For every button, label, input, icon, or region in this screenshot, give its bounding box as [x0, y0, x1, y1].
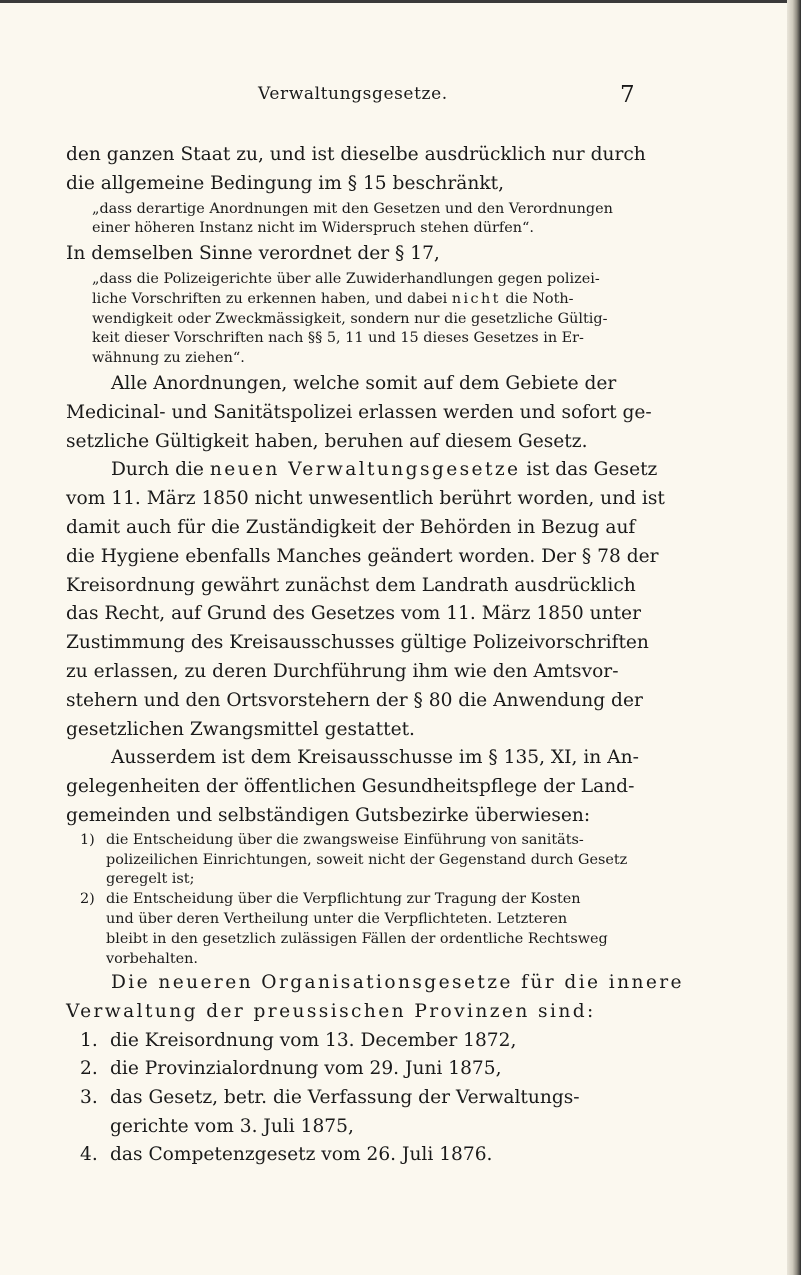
list-text: das Competenzgesetz vom 26. Juli 1876. — [110, 1144, 493, 1166]
list-line: geregelt ist; — [106, 871, 195, 888]
text-line-spaced: Die neueren Organisationsgesetze für die innere — [111, 972, 684, 994]
text-line: gesetzlichen Zwangsmittel gestattet. — [66, 718, 415, 740]
page-body — [66, 141, 766, 1170]
page-number: 7 — [620, 82, 635, 108]
quote-line: „dass derartige Anordnungen mit den Gesetzen und den Verordnungen — [92, 200, 613, 217]
list-item — [80, 1027, 766, 1056]
quote-line: wendigkeit oder Zweckmässigkeit, sondern nur die gesetzliche Gültig- — [92, 310, 608, 327]
text-line: die Hygiene ebenfalls Manches geändert worden. Der § 78 der — [66, 545, 659, 567]
list-text: die Provinzialordnung vom 29. Juni 1875, — [110, 1058, 502, 1080]
list-number: 1) — [80, 831, 95, 848]
emphasis-spaced: neuen Verwaltungsgesetze — [209, 459, 521, 481]
text-line: Zustimmung des Kreisausschusses gültige Polizeivorschriften — [66, 632, 649, 654]
page-right-edge — [787, 0, 801, 1275]
text-line: vom 11. März 1850 nicht unwesentlich berührt worden, und ist — [66, 488, 665, 510]
quotation-2 — [92, 270, 766, 369]
list-text: die Entscheidung über die zwangsweise Einführung von sanitäts- — [106, 831, 584, 848]
quote-line: „dass die Polizeigerichte über alle Zuwiderhandlungen gegen polizei- — [92, 270, 600, 287]
text-line: setzliche Gültigkeit haben, beruhen auf diesem Gesetz. — [66, 430, 588, 452]
list-item — [80, 890, 766, 969]
list-line: bleibt in den gesetzlich zulässigen Fällen der ordentliche Rechtsweg — [106, 930, 608, 947]
numbered-list — [80, 1027, 766, 1170]
list-line — [80, 890, 766, 910]
text-part: Durch die — [111, 459, 210, 481]
quote-line: keit dieser Vorschriften nach §§ 5, 11 und 15 dieses Gesetzes in Er- — [92, 330, 584, 347]
text-part: ist das Gesetz — [520, 459, 658, 481]
quote-line: wähnung zu ziehen“. — [92, 350, 245, 367]
text-line: damit auch für die Zuständigkeit der Behörden in Bezug auf — [66, 516, 636, 538]
list-line: polizeilichen Einrichtungen, soweit nicht der Gegenstand durch Gesetz — [106, 851, 628, 868]
list-number: 1. — [80, 1029, 98, 1051]
list-item — [80, 831, 766, 890]
list-line: gerichte vom 3. Juli 1875, — [110, 1115, 354, 1137]
text-line: Medicinal- und Sanitätspolizei erlassen werden und sofort ge- — [66, 401, 652, 423]
page-top-edge — [0, 0, 801, 3]
text-line: stehern und den Ortsvorstehern der § 80 die Anwendung der — [66, 689, 643, 711]
quote-line — [92, 290, 766, 310]
list-text: das Gesetz, betr. die Verfassung der Verwaltungs- — [110, 1087, 580, 1109]
list-text: die Entscheidung über die Verpflichtung zur Tragung der Kosten — [106, 891, 581, 908]
paragraph-1 — [66, 141, 766, 199]
text-line: Kreisordnung gewährt zunächst dem Landrath ausdrücklich — [66, 574, 636, 596]
list-text: die Kreisordnung vom 13. December 1872, — [110, 1029, 517, 1051]
text-line: zu erlassen, zu deren Durchführung ihm wie den Amtsvor- — [66, 660, 619, 682]
text-line-spaced: Verwaltung der preussischen Provinzen sind: — [66, 1001, 596, 1023]
paragraph-5 — [66, 744, 766, 830]
text-line: die allgemeine Bedingung im § 15 beschränkt, — [66, 172, 504, 194]
quote-line: einer höheren Instanz nicht im Widerspruch stehen dürfen“. — [92, 220, 534, 237]
list-item — [80, 1055, 766, 1084]
emphasis-spaced: nicht — [451, 290, 501, 307]
text-line: In demselben Sinne verordnet der § 17, — [66, 243, 440, 265]
list-line — [80, 831, 766, 851]
text-line — [66, 456, 766, 485]
text-line: den ganzen Staat zu, und ist dieselbe ausdrücklich nur durch — [66, 144, 646, 165]
text-line: gemeinden und selbständigen Gutsbezirke überwiesen: — [66, 804, 591, 826]
paragraph-6 — [66, 969, 766, 1027]
list-line: vorbehalten. — [106, 950, 198, 967]
quotation-1 — [92, 200, 766, 240]
paragraph-3 — [66, 370, 766, 456]
list-number: 2. — [80, 1058, 98, 1080]
quote-text: die Noth- — [500, 290, 574, 307]
small-numbered-list — [80, 831, 766, 970]
list-item — [80, 1084, 766, 1113]
list-item — [80, 1141, 766, 1170]
list-number: 4. — [80, 1144, 98, 1166]
running-header — [0, 84, 801, 114]
text-line: Ausserdem ist dem Kreisausschusse im § 135, XI, in An- — [111, 747, 639, 769]
list-number: 2) — [80, 891, 95, 908]
list-number: 3. — [80, 1087, 98, 1109]
list-line: und über deren Vertheilung unter die Verpflichteten. Letzteren — [106, 910, 568, 927]
paragraph-4 — [66, 456, 766, 744]
text-line: das Recht, auf Grund des Gesetzes vom 11. März 1850 unter — [66, 603, 641, 625]
text-line: Alle Anordnungen, welche somit auf dem Gebiete der — [111, 372, 617, 394]
paragraph-2 — [66, 240, 766, 269]
quote-text: liche Vorschriften zu erkennen haben, und dabei — [92, 290, 452, 307]
text-line: gelegenheiten der öffentlichen Gesundheitspflege der Land- — [66, 776, 635, 798]
running-title: Verwaltungsgesetze. — [258, 84, 448, 104]
